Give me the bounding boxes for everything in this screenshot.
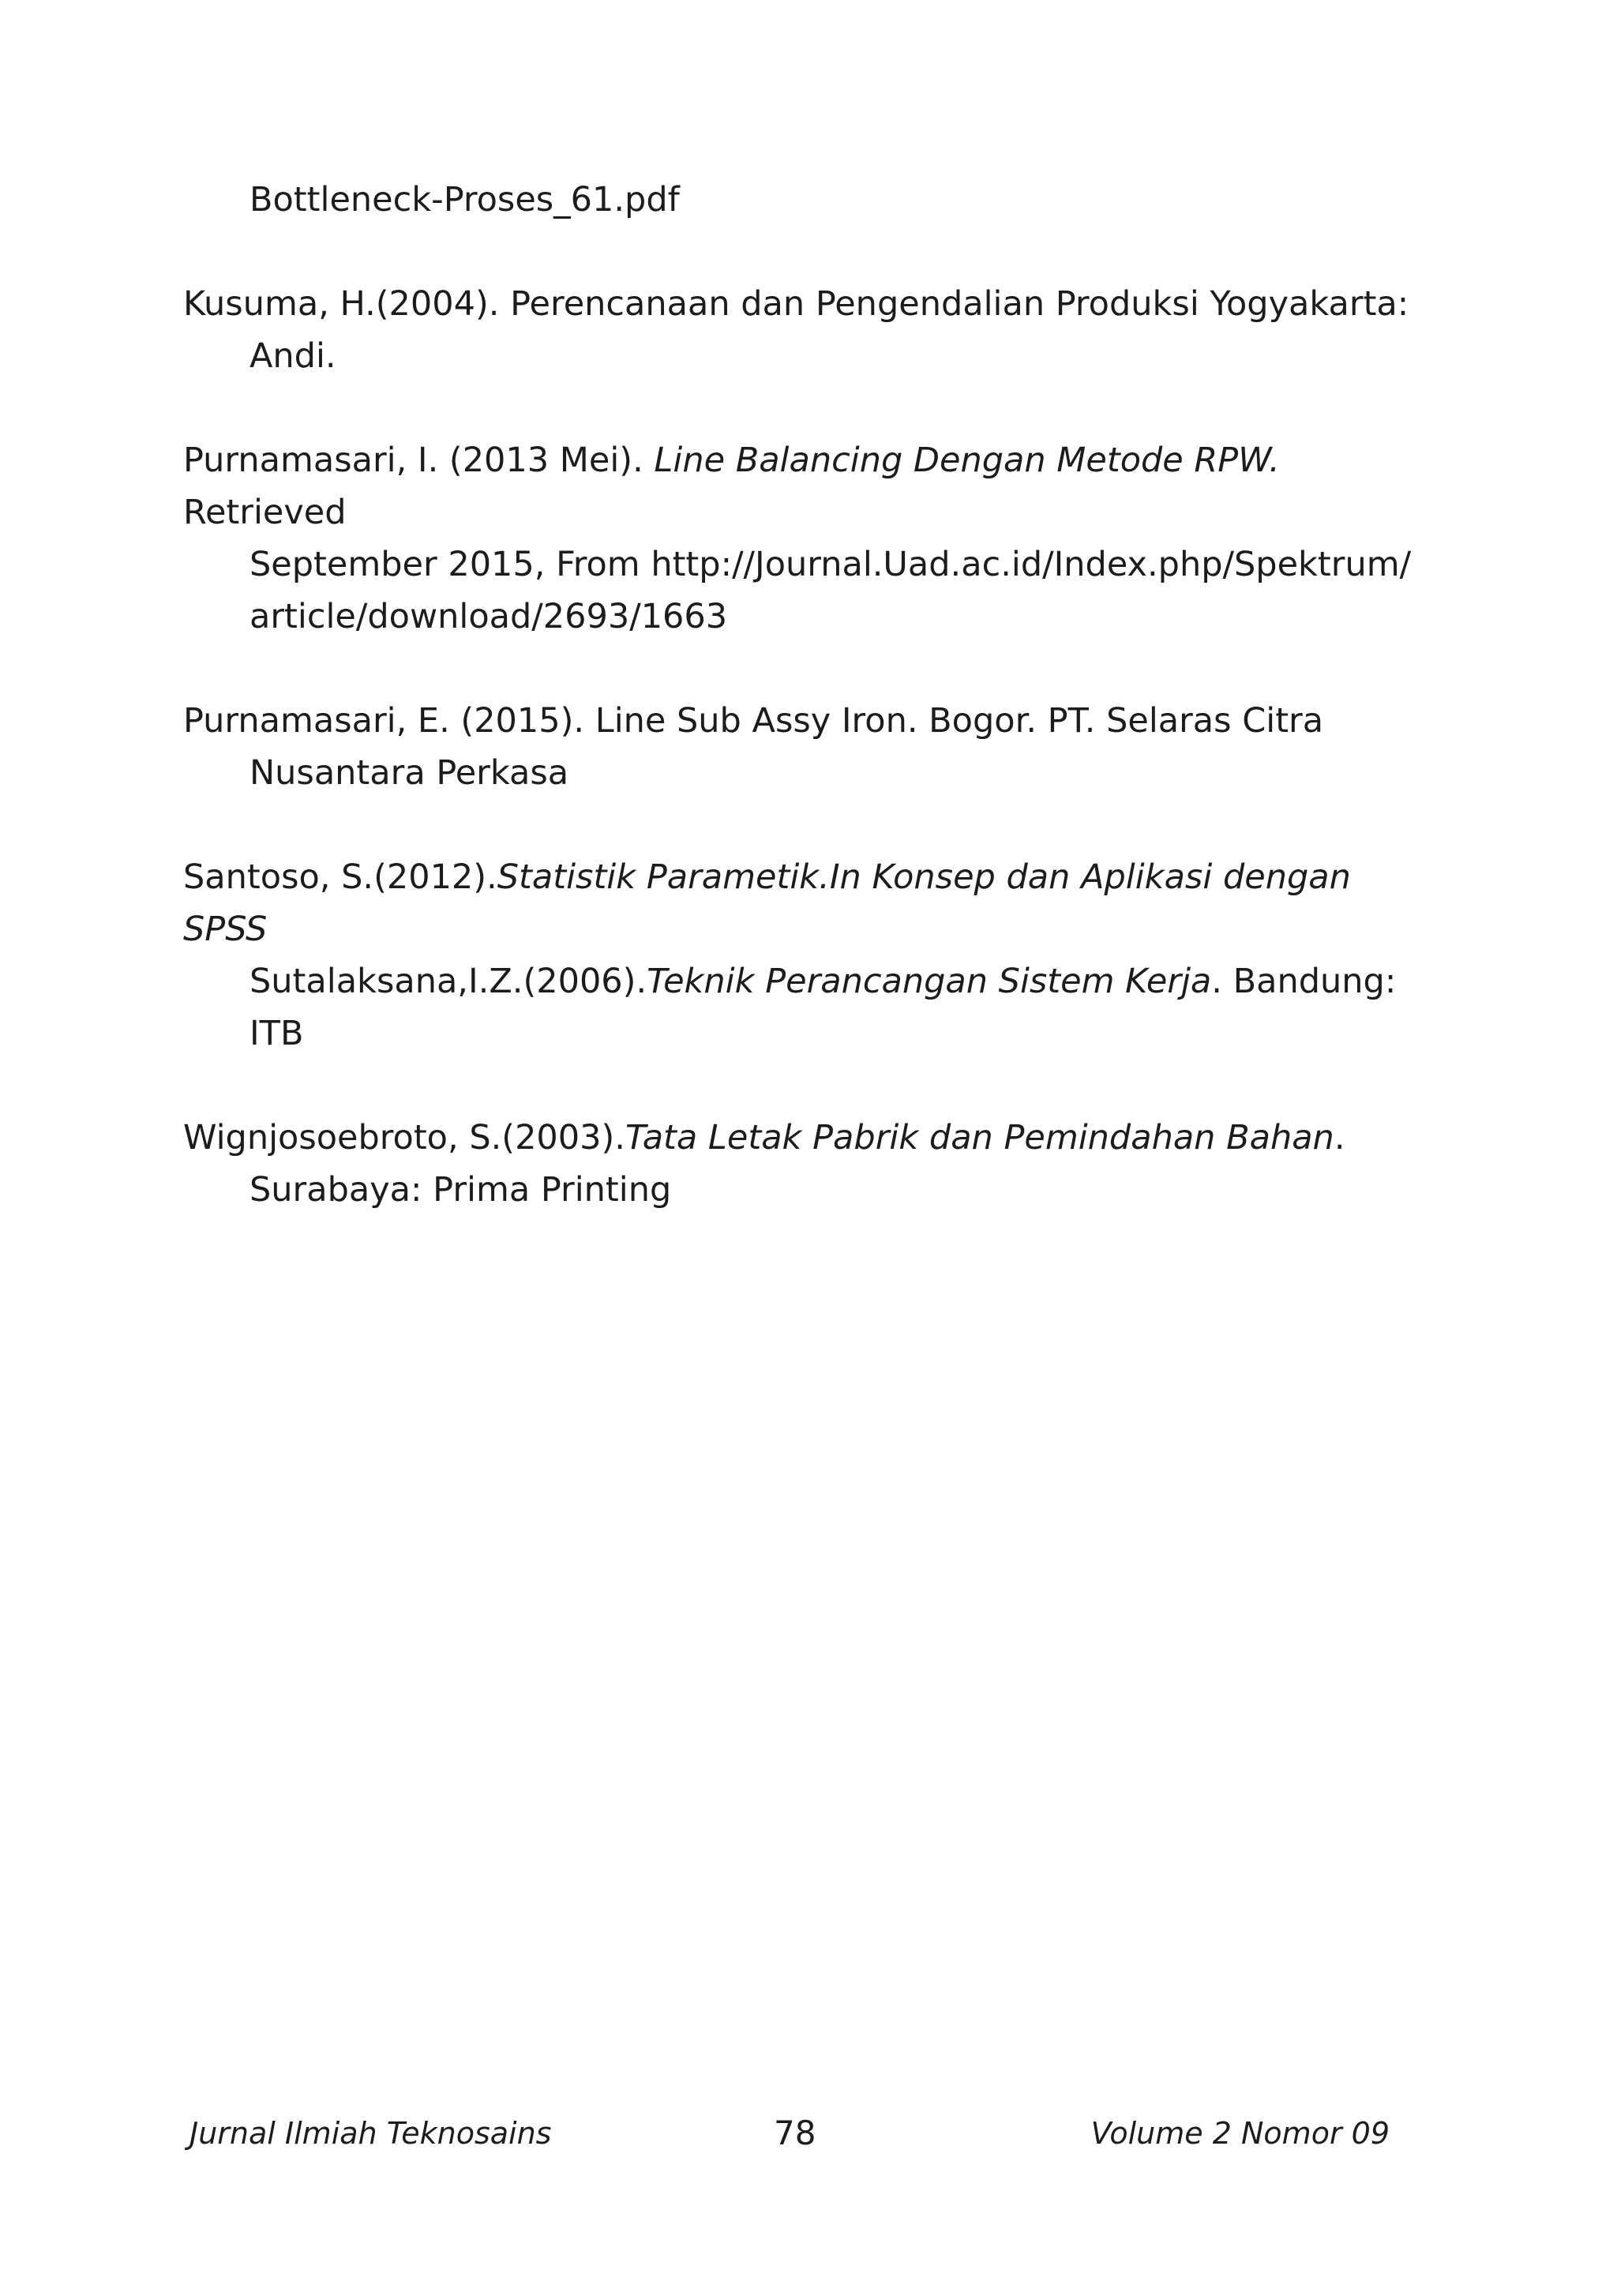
reference-entry-continuation xyxy=(183,174,1415,226)
reference-entry-purnamasari-e xyxy=(183,695,1415,799)
page-footer xyxy=(189,2110,1390,2157)
reference-line: Andi. xyxy=(249,336,336,376)
volume-info: Volume 2 Nomor 09 xyxy=(1090,2116,1390,2151)
reference-title: Statistik Parametik.In Konsep dan Aplikasi dengan SPSS xyxy=(183,857,1351,949)
reference-title: Tata Letak Pabrik dan Pemindahan Bahan xyxy=(625,1118,1334,1157)
reference-entry-santoso xyxy=(183,851,1415,1060)
reference-entry-wignjosoebroto xyxy=(183,1112,1415,1216)
reference-line: Kusuma, H.(2004). Perencanaan dan Pengendalian Produksi Yogyakarta: xyxy=(183,284,1409,324)
reference-line xyxy=(183,851,1415,955)
reference-line: Bottleneck-Proses_61.pdf xyxy=(249,180,680,219)
reference-author: Santoso, S.(2012). xyxy=(183,857,497,897)
reference-author: Purnamasari, I. (2013 Mei). xyxy=(183,441,655,480)
reference-entry-purnamasari-i xyxy=(183,434,1415,643)
reference-author: Sutalaksana,I.Z.(2006). xyxy=(249,962,647,1001)
reference-line xyxy=(183,955,1415,1060)
reference-line: article/download/2693/1663 xyxy=(249,597,728,636)
reference-title: Teknik Perancangan Sistem Kerja xyxy=(647,962,1212,1001)
reference-line xyxy=(183,434,1415,538)
reference-line: Surabaya: Prima Printing xyxy=(249,1170,672,1210)
reference-text: . xyxy=(1334,1118,1345,1157)
reference-text: . Bandung: ITB xyxy=(249,962,1397,1053)
reference-line: Nusantara Perkasa xyxy=(249,753,569,793)
reference-title: Line Balancing Dengan Metode RPW. xyxy=(654,441,1280,480)
page-number: 78 xyxy=(774,2114,816,2152)
reference-author: Wignjosoebroto, S.(2003). xyxy=(183,1118,625,1157)
reference-line: September 2015, From http://Journal.Uad.ac.id/Index.php/Spektrum/ xyxy=(249,545,1412,584)
reference-text: Retrieved xyxy=(183,493,347,532)
reference-line: Purnamasari, E. (2015). Line Sub Assy Iron. Bogor. PT. Selaras Citra xyxy=(183,701,1324,741)
reference-line xyxy=(183,1112,1415,1164)
reference-entry-kusuma xyxy=(183,278,1415,382)
journal-name: Jurnal Ilmiah Teknosains xyxy=(189,2116,552,2151)
reference-list xyxy=(183,174,1415,1268)
